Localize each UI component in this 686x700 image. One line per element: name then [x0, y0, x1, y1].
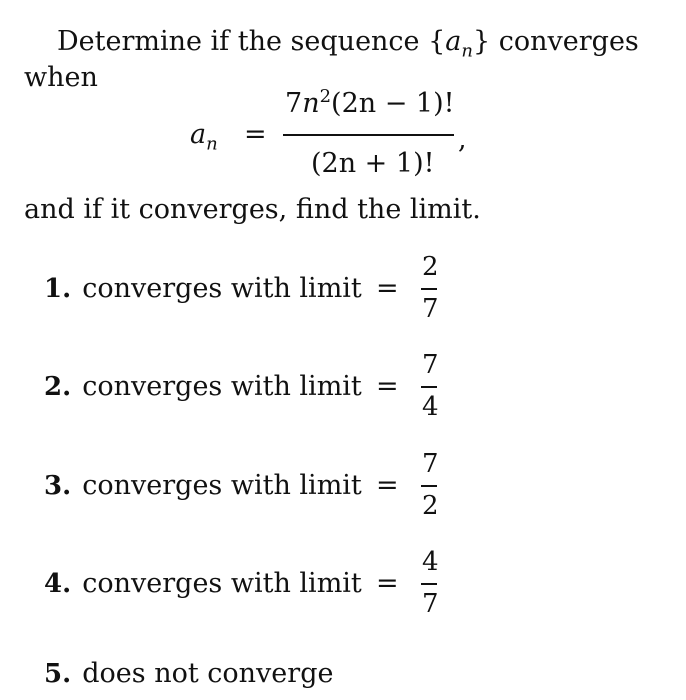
option-1-numerator: 2	[422, 252, 439, 282]
option-3-numerator: 7	[422, 449, 439, 479]
option-3-equals: =	[376, 470, 399, 501]
option-2-equals: =	[376, 371, 399, 402]
question-intro-line2: when	[24, 62, 98, 93]
option-3[interactable]	[44, 470, 362, 501]
option-4-fraction-bar	[421, 583, 437, 585]
option-1-fraction-bar	[421, 288, 437, 290]
fraction-numerator	[285, 88, 454, 119]
question-tail: and if it converges, find the limit.	[24, 194, 481, 225]
option-1[interactable]	[44, 273, 362, 304]
intro-text: Determine if the sequence {	[57, 26, 446, 57]
option-text: converges with limit	[82, 470, 362, 501]
option-text: converges with limit	[82, 371, 362, 402]
question-intro-line1	[57, 26, 639, 62]
numerator-coef: 7	[285, 88, 303, 119]
option-number: 4.	[44, 569, 72, 599]
option-text: converges with limit	[82, 568, 362, 599]
option-1-denominator: 7	[422, 294, 439, 324]
option-number: 3.	[44, 471, 72, 501]
option-2[interactable]	[44, 371, 362, 402]
numerator-var: n	[302, 88, 320, 119]
intro-seq-var: a	[445, 26, 462, 57]
option-text: does not converge	[82, 658, 334, 689]
equation-lhs-var: a	[190, 119, 207, 150]
option-number: 1.	[44, 274, 72, 304]
option-5[interactable]	[44, 658, 333, 689]
numerator-exp: 2	[319, 86, 332, 107]
intro-seq-sub: n	[461, 40, 473, 62]
option-2-fraction-bar	[421, 386, 437, 388]
option-4-equals: =	[376, 568, 399, 599]
equation-comma: ,	[458, 124, 467, 155]
option-2-numerator: 7	[422, 350, 439, 380]
option-3-fraction-bar	[421, 485, 437, 487]
option-3-denominator: 2	[422, 491, 439, 521]
option-4[interactable]	[44, 568, 362, 599]
option-2-denominator: 4	[422, 392, 439, 422]
fraction-denominator: (2n + 1)!	[311, 148, 435, 179]
fraction-bar	[283, 134, 454, 136]
option-1-equals: =	[376, 273, 399, 304]
option-number: 5.	[44, 659, 72, 689]
equation-lhs	[190, 119, 218, 155]
option-4-denominator: 7	[422, 589, 439, 619]
option-4-numerator: 4	[422, 547, 439, 577]
numerator-rest: (2n − 1)!	[331, 88, 455, 119]
equation-lhs-sub: n	[206, 133, 218, 155]
equation-equals: =	[244, 119, 267, 150]
intro-text-end: } converges	[473, 26, 639, 57]
option-text: converges with limit	[82, 273, 362, 304]
option-number: 2.	[44, 372, 72, 402]
